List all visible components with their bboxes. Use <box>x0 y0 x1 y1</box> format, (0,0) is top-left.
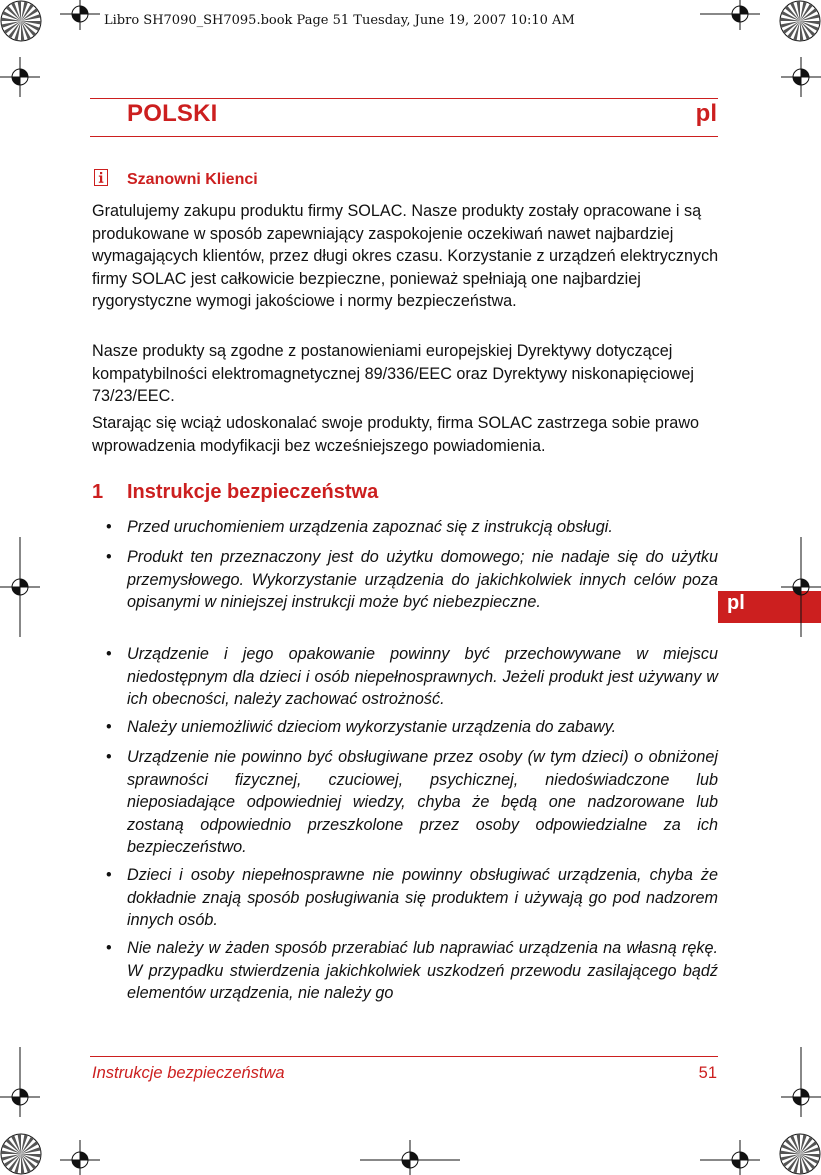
intro-paragraph: Nasze produkty są zgodne z postanowieniami europejskiej Dyrektywy dotyczącej kompatybilności elektromagnetycznej 89/336/EEC oraz Dyrektywy niskonapięciowej 73/23/EEC. <box>92 342 694 406</box>
intro-paragraph: Starając się wciąż udoskonalać swoje produkty, firma SOLAC zastrzega sobie prawo wprowadzenia modyfikacji bez wcześniejszego powiadomienia. <box>92 414 700 455</box>
intro-paragraph: Gratulujemy zakupu produktu firmy SOLAC. Nasze produkty zostały opracowane i są produkowane w sposób zapewniający zaspokojenie oczekiwań nawet najbardziej wymagających klientów, przez długi okres czasu. Korzystanie z urządzeń elektrycznych firmy SOLAC jest całkowicie bezpieczne, ponieważ spełniają one najbardziej rygorystyczne wymogi jakościowe i normy bezpieczeństwa. <box>92 202 719 311</box>
intro-heading: Szanowni Klienci <box>127 171 258 188</box>
section-number: 1 <box>92 481 104 503</box>
safety-bullet: • Nie należy w żaden sposób przerabiać lub naprawiać urządzenia na własną rękę. W przypadku stwierdzenia jakichkolwiek uszkodzeń przewodu zasilającego bądź elementów urządzenia, nie należy go <box>127 937 718 1005</box>
footer-section-name: Instrukcje bezpieczeństwa <box>92 1064 285 1082</box>
page-number: 51 <box>698 1064 717 1082</box>
header-language-code: pl <box>695 100 717 127</box>
safety-bullet: • Dzieci i osoby niepełnosprawne nie powinny obsługiwać urządzenia, chyba że dokładnie znają sposób posługiwania się produktem i używają go pod nadzorem innych osób. <box>127 864 718 932</box>
section-title: Instrukcje bezpieczeństwa <box>127 481 379 503</box>
print-info-line: Libro SH7090_SH7095.book Page 51 Tuesday, June 19, 2007 10:10 AM <box>104 13 575 28</box>
header-title: POLSKI <box>127 100 218 127</box>
side-tab-label: pl <box>727 592 745 614</box>
safety-bullet: • Urządzenie nie powinno być obsługiwane przez osoby (w tym dzieci) o obniżonej sprawności fizycznej, czuciowej, psychicznej, niedoświadczone lub nieposiadające odpowiedniej wiedzy, chyba że będą one nadzorowane lub zostaną odpowiednio przeszkolone przez osoby odpowiedzialne za ich bezpieczeństwo. <box>127 746 718 859</box>
safety-bullet: • Urządzenie i jego opakowanie powinny być przechowywane w miejscu niedostępnym dla dzieci i osób niepełnosprawnych. Jeżeli produkt jest używany w ich obecności, należy zachować ostrożność. <box>127 643 718 711</box>
safety-bullet: • Należy uniemożliwić dzieciom wykorzystanie urządzenia do zabawy. <box>127 716 718 739</box>
safety-bullet: • Przed uruchomieniem urządzenia zapoznać się z instrukcją obsługi. <box>127 516 718 539</box>
safety-bullet: • Produkt ten przeznaczony jest do użytku domowego; nie nadaje się do użytku przemysłowego. Wykorzystanie urządzenia do jakichkolwiek innych celów poza opisanymi w niniejszej instrukcji może być niebezpieczne. <box>127 546 718 614</box>
